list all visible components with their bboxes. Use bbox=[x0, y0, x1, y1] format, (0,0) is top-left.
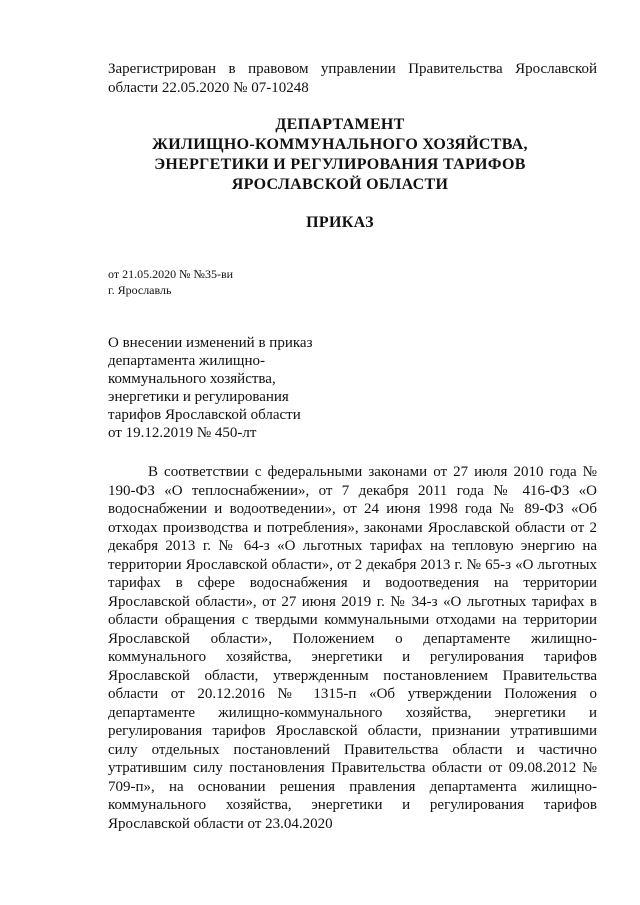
subject-line: от 19.12.2019 № 450-лт bbox=[108, 425, 257, 441]
order-city: г. Ярославль bbox=[108, 283, 172, 297]
department-heading bbox=[90, 115, 590, 195]
department-heading-line: ДЕПАРТАМЕНТ bbox=[275, 116, 405, 133]
department-heading-line: ЯРОСЛАВСКОЙ ОБЛАСТИ bbox=[231, 176, 449, 193]
subject-line: тарифов Ярославской области bbox=[108, 407, 301, 423]
order-subject bbox=[108, 334, 348, 442]
subject-line: департамента жилищно- bbox=[108, 353, 265, 369]
department-heading-line: ЭНЕРГЕТИКИ И РЕГУЛИРОВАНИЯ ТАРИФОВ bbox=[154, 156, 526, 173]
order-meta bbox=[108, 266, 233, 298]
order-date-number: от 21.05.2020 № №35-ви bbox=[108, 267, 234, 281]
body-paragraph: В соответствии с федеральными законами от 27 июля 2010 года № 190-ФЗ «О теплоснабжении», от 7 декабря 2011 года № 416-ФЗ «О водоснабжении и водоотведении», от 24 июня 1998 года № 89-ФЗ «Об отходах производства и потребления», законами Ярославской области от 2 декабря 2013 г. № 64-з «О льготных тарифах на тепловую энергию на территории Ярославской области», от 2 декабря 2013 г. № 65-з «О льготных тарифах в сфере водоснабжения и водоотведения на территории Ярославской области», от 27 июня 2019 г. № 34-з «О льготных тарифах в области обращения с твердыми коммунальными отходами на территории Ярославской области», Положением о департаменте жилищно-коммунального хозяйства, энергетики и регулирования тарифов Ярославской области, утвержденным постановлением Правительства области от 20.12.2016 № 1315-п «Об утверждении Положения о департаменте жилищно-коммунального хозяйства, энергетики и регулирования тарифов Ярославской области, признании утратившими силу отдельных постановлений Правительства области и частично утратившим силу постановления Правительства области от 09.08.2012 № 709-п», на основании решения правления департамента жилищно-коммунального хозяйства, энергетики и регулирования тарифов Ярославской области от 23.04.2020 bbox=[108, 464, 597, 832]
subject-line: коммунального хозяйства, bbox=[108, 371, 276, 387]
department-heading-line: ЖИЛИЩНО-КОММУНАЛЬНОГО ХОЗЯЙСТВА, bbox=[152, 136, 528, 153]
subject-line: энергетики и регулирования bbox=[108, 389, 289, 405]
registration-note: Зарегистрирован в правовом управлении Правительства Ярославской области 22.05.2020 № 07-10248 bbox=[108, 61, 597, 96]
order-title: ПРИКАЗ bbox=[306, 214, 374, 231]
subject-line: О внесении изменений в приказ bbox=[108, 335, 313, 351]
